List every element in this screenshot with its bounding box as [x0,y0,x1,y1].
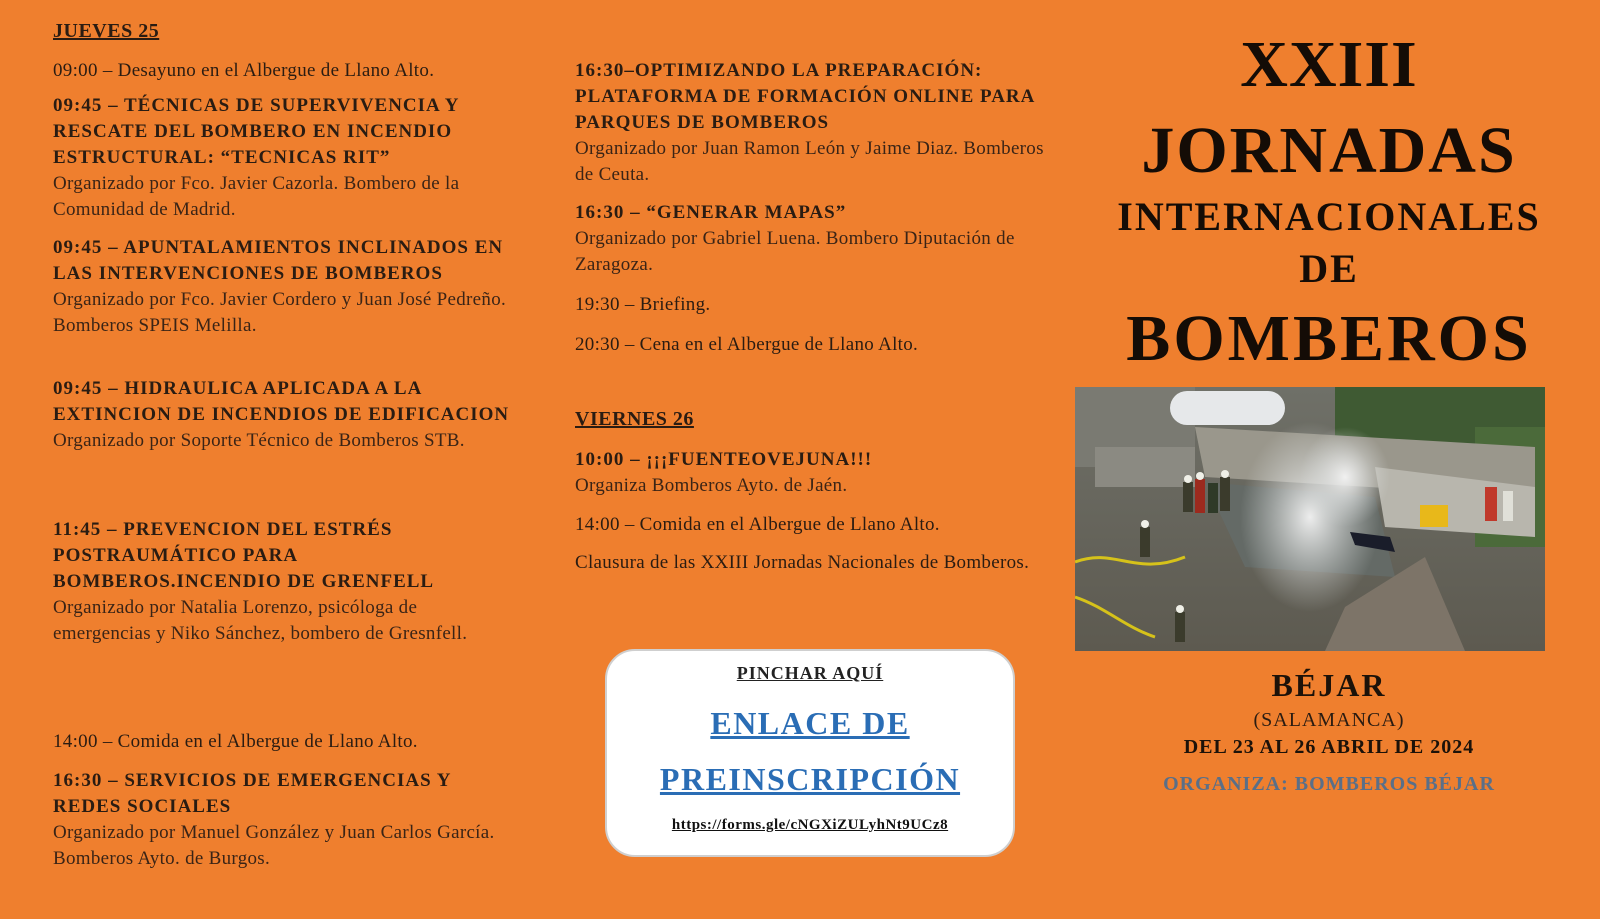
schedule-entry [575,447,1045,499]
event-dates: DEL 23 AL 26 ABRIL DE 2024 [1183,736,1475,758]
entry-title: 09:45 – TÉCNICAS DE SUPERVIVENCIA Y RESCATE DEL BOMBERO EN INCENDIO ESTRUCTURAL: “TECNICAS RIT” [53,95,459,168]
entry-title: 10:00 – ¡¡¡FUENTEOVEJUNA!!! [575,449,873,470]
title-edition: XXIII [1240,28,1418,101]
entry-title: 14:00 – Comida en el Albergue de Llano Alto. [575,514,940,535]
preinscription-link-line-2[interactable]: PREINSCRIPCIÓN [659,761,961,797]
entry-organizer: Organizado por Juan Ramon León y Jaime Diaz. Bomberos de Ceuta. [575,138,1044,185]
schedule-entry [53,235,513,339]
schedule-entry [575,292,1045,318]
entry-title: 20:30 – Cena en el Albergue de Llano Alto. [575,334,919,355]
entry-title: 16:30–OPTIMIZANDO LA PREPARACIÓN: PLATAFORMA DE FORMACIÓN ONLINE PARA PARQUES DE BOMBEROS [575,60,1035,133]
city: BÉJAR [1271,667,1387,703]
preinscription-link[interactable] [607,695,1013,807]
schedule-entry [53,517,513,647]
title-bomberos: BOMBEROS [1126,302,1532,375]
right-column [1090,0,1568,919]
schedule-entry [575,200,1045,278]
entry-organizer: Organizado por Natalia Lorenzo, psicóloga de emergencias y Niko Sánchez, bombero de Gresnfell. [53,597,468,644]
preinscription-link-line-1[interactable]: ENLACE DE [710,705,910,741]
entry-title: 11:45 – PREVENCION DEL ESTRÉS POSTRAUMÁTICO PARA BOMBEROS.INCENDIO DE GRENFELL [53,519,435,592]
title-de: DE [1299,246,1359,291]
entry-organizer: Organizado por Gabriel Luena. Bombero Diputación de Zaragoza. [575,228,1015,275]
schedule-entry [53,376,513,454]
entry-title: 09:45 – APUNTALAMIENTOS INCLINADOS EN LAS INTERVENCIONES DE BOMBEROS [53,237,504,284]
organizer-credit: ORGANIZA: BOMBEROS BÉJAR [1163,773,1495,795]
entry-organizer: Organiza Bomberos Ayto. de Jaén. [575,475,848,496]
preinscription-link-box[interactable] [605,649,1015,857]
day-heading-viernes: VIERNES 26 [575,408,694,430]
day-heading-jueves: JUEVES 25 [53,20,160,42]
entry-title: 14:00 – Comida en el Albergue de Llano Alto. [53,731,418,752]
entry-organizer: Organizado por Fco. Javier Cazorla. Bombero de la Comunidad de Madrid. [53,173,460,220]
preinscription-url[interactable]: https://forms.gle/cNGXiZULyhNt9UCz8 [671,817,949,833]
firefighters-training-photo [1075,387,1545,651]
schedule-entry [575,58,1045,188]
entry-title: 09:45 – HIDRAULICA APLICADA A LA EXTINCION DE INCENDIOS DE EDIFICACION [53,378,510,425]
schedule-entry [53,729,513,755]
title-internacionales: INTERNACIONALES [1117,194,1541,239]
schedule-entry [575,512,1045,538]
entry-title: 16:30 – SERVICIOS DE EMERGENCIAS Y REDES SOCIALES [53,770,451,817]
entry-title: 19:30 – Briefing. [575,294,711,315]
entry-title: 16:30 – “GENERAR MAPAS” [575,202,847,223]
schedule-entry [575,332,1045,358]
schedule-entry [575,550,1045,576]
entry-title: Clausura de las XXIII Jornadas Nacionales de Bomberos. [575,552,1030,573]
click-here-label: PINCHAR AQUÍ [736,663,884,683]
entry-organizer: Organizado por Manuel González y Juan Carlos García. Bomberos Ayto. de Burgos. [53,822,495,869]
entry-title: 09:00 – Desayuno en el Albergue de Llano Alto. [53,60,435,81]
province: (SALAMANCA) [1253,709,1405,731]
title-jornadas: JORNADAS [1141,114,1517,187]
entry-organizer: Organizado por Fco. Javier Cordero y Juan José Pedreño. Bomberos SPEIS Melilla. [53,289,507,336]
schedule-entry [53,768,513,872]
schedule-entry [53,93,513,223]
schedule-entry [53,58,513,84]
entry-organizer: Organizado por Soporte Técnico de Bomberos STB. [53,430,465,451]
